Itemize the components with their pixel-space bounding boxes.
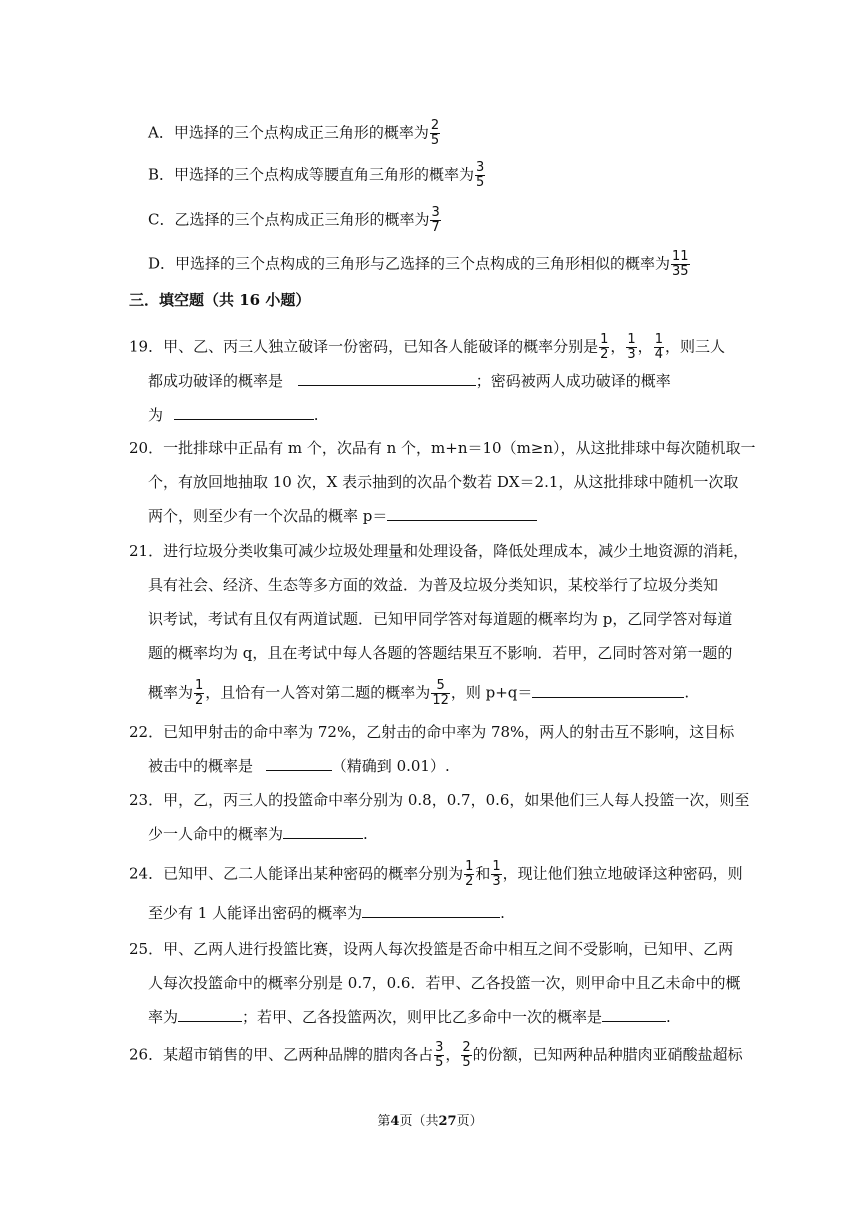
answer-blank[interactable] [387,504,537,521]
question-21-line-3: 识考试，考试有且仅有两道试题．已知甲同学答对每道题的概率均为 p，乙同学答对每道 [148,610,733,628]
question-22-line-1: 22．已知甲射击的命中率为 72%，乙射击的命中率为 78%，两人的射击互不影响，这目标 [129,723,735,741]
fraction: $\frac{3}{5}$ [435,1040,444,1070]
fraction: $\frac{1}{3}$ [492,859,501,889]
question-19-line-3: 为 . [148,403,319,427]
option-c: C．乙选择的三个点构成正三角形的概率为 $\frac{3}{7}$ [148,205,440,235]
answer-blank[interactable] [362,901,500,918]
question-21-line-1: 21．进行垃圾分类收集可减少垃圾处理量和处理设备，降低处理成本，减少土地资源的消耗， [129,542,749,560]
question-21-line-5: 概率为 $\frac{1}{2}$ ，且恰有一人答对第二题的概率为 $\frac{5}{12}$ ，则 p+q＝ . [148,678,690,708]
fraction: $\frac{11}{35}$ [672,249,689,279]
answer-blank[interactable] [266,754,332,771]
fraction: $\frac{3}{7}$ [431,205,440,235]
fraction: $\frac{5}{12}$ [432,678,449,708]
question-24-line-1: 24．已知甲、乙二人能译出某种密码的概率分别为 $\frac{1}{2}$ 和 $\frac{1}{3}$ ，现让他们独立地破译这种密码，则 [129,859,743,889]
answer-blank[interactable] [602,1005,666,1022]
answer-blank[interactable] [174,403,314,420]
question-25-line-3: 率为 ；若甲、乙各投篮两次，则甲比乙多命中一次的概率是 . [148,1005,671,1029]
question-20-line-2: 个，有放回地抽取 10 次，X 表示抽到的次品个数若 DX＝2.1，从这批排球中随机一次取 [148,473,739,491]
section-heading: 三．填空题（共 16 小题） [129,291,311,309]
question-19-line-1: 19．甲、乙、丙三人独立破译一份密码，已知各人能破译的概率分别是 $\frac{1}{2}$ ， $\frac{1}{3}$ ， $\frac{1}{4}$ ，则三人 [129,332,725,362]
question-20-line-3: 两个，则至少有一个次品的概率 p＝ [148,504,537,528]
answer-blank[interactable] [283,822,363,839]
option-d: D．甲选择的三个点构成的三角形与乙选择的三个点构成的三角形相似的概率为 $\frac{11}{35}$ [148,249,689,279]
fraction: $\frac{2}{5}$ [462,1040,471,1070]
fraction: $\frac{1}{2}$ [465,859,474,889]
question-25-line-1: 25．甲、乙两人进行投篮比赛，设两人每次投篮是否命中相互之间不受影响，已知甲、乙两 [129,940,734,958]
fraction: $\frac{1}{2}$ [600,332,609,362]
option-a: A．甲选择的三个点构成正三角形的概率为 $\frac{2}{5}$ [148,118,440,148]
question-21-line-2: 具有社会、经济、生态等多方面的效益．为普及垃圾分类知识，某校举行了垃圾分类知 [148,576,719,594]
question-19-line-2: 都成功破译的概率是 ；密码被两人成功破译的概率 [148,369,671,393]
question-23-line-1: 23．甲，乙，丙三人的投篮命中率分别为 0.8，0.7，0.6，如果他们三人每人投篮一次，则至 [129,791,750,809]
fraction: $\frac{1}{4}$ [654,332,663,362]
page-number: 4 [390,1114,400,1129]
question-24-line-2: 至少有 1 人能译出密码的概率为 . [148,901,505,925]
fraction: $\frac{2}{5}$ [430,118,440,148]
answer-blank[interactable] [532,681,684,698]
option-b: B．甲选择的三个点构成等腰直角三角形的概率为 $\frac{3}{5}$ [148,160,485,190]
answer-blank[interactable] [178,1005,242,1022]
page-footer: 第4页（共27页） [377,1114,483,1129]
question-20-line-1: 20．一批排球中正品有 m 个，次品有 n 个，m+n＝10（m≥n），从这批排球中每次随机取一 [129,439,756,457]
total-pages: 27 [438,1114,457,1129]
question-25-line-2: 人每次投篮命中的概率分别是 0.7，0.6．若甲、乙各投篮一次，则甲命中且乙未命中的概 [148,974,741,992]
question-26-line-1: 26．某超市销售的甲、乙两种品牌的腊肉各占 $\frac{3}{5}$ ， $\frac{2}{5}$ 的份额，已知两种品种腊肉亚硝酸盐超标 [129,1040,743,1070]
question-23-line-2: 少一人命中的概率为 . [148,822,368,846]
question-21-line-4: 题的概率均为 q，且在考试中每人各题的答题结果互不影响．若甲，乙同时答对第一题的 [148,644,733,662]
fraction: $\frac{1}{2}$ [195,678,204,708]
answer-blank[interactable] [298,369,476,386]
fraction: $\frac{3}{5}$ [476,160,485,190]
question-22-line-2: 被击中的概率是 （精确到 0.01）. [148,754,450,778]
fraction: $\frac{1}{3}$ [627,332,636,362]
